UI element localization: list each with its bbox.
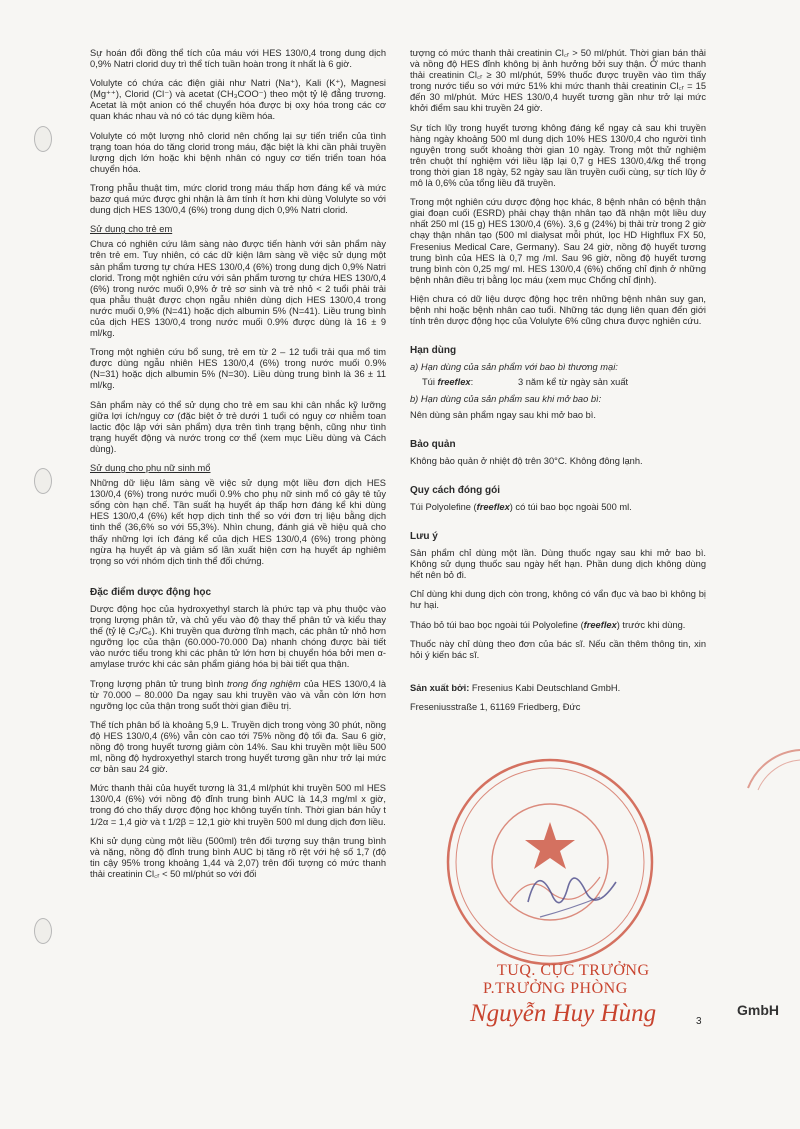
text: Trọng lượng phân tử trung bình — [90, 678, 227, 689]
paragraph: Volulyte có một lượng nhỏ clorid nên chống lại sự tiến triển của tình trạng toan hóa do tăng clorid trong máu, đặc biệt là khi cần phải truyền lượng dịch lớn hoặc khi bệnh nhân có nguy cơ tiến triển toan hóa chuyển hóa. — [90, 130, 386, 174]
corner-text: GmbH — [737, 1002, 779, 1018]
subheading-caesarean: Sử dụng cho phụ nữ sinh mổ — [90, 463, 211, 473]
text: Túi Polyolefine ( — [410, 501, 477, 512]
page-number: 3 — [696, 1016, 702, 1027]
text: ) có túi bao bọc ngoài 500 ml. — [509, 501, 632, 512]
paragraph — [90, 679, 386, 712]
paragraph: Dược động học của hydroxyethyl starch là phức tạp và phụ thuộc vào trọng lượng phân tử, và chủ yếu vào độ thay thế phân tử và kiểu thay thế (tỷ lệ C₂/C₆). Khi truyền qua đường tĩnh mạch, các phân tử nhỏ hơn ngưỡng lọc của thận (60.000-70.000 Da) nhanh chóng được bài tiết vào nước tiểu trong khi các phân tử lớn hơn bị chuyển hóa bởi men α-amylase trước khi các sản phẩm giáng hóa bị bài tiết qua thận. — [90, 603, 386, 670]
right-column — [410, 48, 706, 721]
text: của HES 130/0,4 là từ 70.000 – 80.000 Da ngay sau khi truyền vào và vẫn còn lớn hơn ngưỡng lọc của thận trong suốt thời gian điều trị. — [90, 678, 386, 711]
paragraph: Khi sử dụng cùng một liều (500ml) trên đối tượng suy thận trung bình và nặng, nồng độ đỉnh trung bình AUC bị tăng rõ rệt với hệ số 1,7 (độ tin cậy 95% trong khoảng 1,44 và 2,07) trên đối tượng có mức thanh thải creatinin Cl꜀ᵣ < 50 ml/phút so với đối — [90, 835, 386, 879]
official-seal — [440, 752, 660, 972]
punch-hole-middle — [34, 468, 52, 494]
stamp-signer-name: Nguyễn Huy Hùng — [470, 1000, 657, 1027]
punch-hole-top — [34, 126, 52, 152]
section-heading-packaging: Quy cách đóng gói — [410, 484, 501, 496]
manufacturer-name: Fresenius Kabi Deutschland GmbH. — [469, 682, 621, 693]
brand-text: freeflex — [583, 619, 617, 630]
brand-text: freeflex — [476, 501, 510, 512]
shelf-life-b-value: Nên dùng sản phẩm ngay sau khi mở bao bì. — [410, 409, 596, 420]
manufacturer-address: Freseniusstraße 1, 61169 Friedberg, Đức — [410, 701, 581, 712]
paragraph: Sản phẩm này có thể sử dụng cho trẻ em sau khi cân nhắc kỹ lưỡng giữa lợi ích/nguy cơ (đặc biệt ở trẻ dưới 1 tuổi có nguy cơ nhiễm toan lactic độc lập với sản phẩm) dựa trên tình trạng bệnh, cũng như tình trạng huyết động và nước trong cơ thể (xem mục Liều dùng và Cách dùng). — [90, 399, 386, 454]
stamp-title-line2: P.TRƯỞNG PHÒNG — [483, 980, 628, 997]
shelf-life-row — [422, 377, 706, 388]
punch-hole-bottom — [34, 918, 52, 944]
manufacturer — [410, 683, 706, 694]
partial-stamp-edge — [740, 748, 800, 828]
text: : — [470, 377, 474, 388]
section-heading-storage: Bảo quản — [410, 438, 456, 450]
paragraph: Trong phẫu thuật tim, mức clorid trong máu thấp hơn đáng kể và mức bazơ quá mức được ghi nhận là âm tính ít hơn khi dùng Volulyte so với dung dịch HES 130/0,4 (6%) trong dung dịch 0,9% Natri clorid. — [90, 182, 386, 216]
shelf-life-b: b) Hạn dùng của sản phẩm sau khi mở bao bì: — [410, 394, 602, 405]
italic-text: trong ống nghiệm — [226, 678, 301, 689]
storage-text: Không bảo quản ở nhiệt độ trên 30°C. Không đông lạnh. — [410, 455, 643, 466]
section-heading-notes: Lưu ý — [410, 531, 438, 542]
paragraph: Sự hoán đổi đồng thể tích của máu với HES 130/0,4 trong dung dịch 0,9% Natri clorid duy trì thể tích tuần hoàn trong ít nhất là 6 giờ. — [90, 48, 386, 70]
paragraph: Hiện chưa có dữ liệu dược động học trên những bệnh nhân suy gan, bệnh nhi hoặc bệnh nhân cao tuổi. Những tác dụng liên quan đến giới tính trên dược động học của Volulyte 6% cũng chưa được nghiên cứu. — [410, 293, 706, 327]
shelf-life-value: 3 năm kể từ ngày sản xuất — [518, 377, 629, 388]
paragraph: Sự tích lũy trong huyết tương không đáng kể ngay cả sau khi truyền hàng ngày khoảng 500 ml dung dịch 10% HES 130/0,4 cho người tình nguyện trong suốt khoảng thời gian 10 ngày. Trong một thử nghiệm trên chuột thí nghiệm với liều lặp lại 0,7 g HES 130/0,4/kg thể trọng trong thời gian 18 ngày, 52 ngày sau lần truyền cuối cùng, sự tích lũy ở mô là 0,6% của tổng liều đã truyền. — [410, 122, 706, 189]
packaging-text — [410, 502, 706, 513]
paragraph: Thể tích phân bố là khoảng 5,9 L. Truyền dịch trong vòng 30 phút, nồng độ HES 130/0,4 (6%) vẫn còn cao tới 75% nồng độ tối đa. Sau 6 giờ, nồng độ trong huyết tương giảm còn 14%. Sau khi truyền một liều 500 ml, nồng độ hydroxyethyl starch trong huyết tương gần như trở lại mức cơ bản sau 24 giờ. — [90, 719, 386, 775]
paragraph: Volulyte có chứa các điện giải như Natri (Na⁺), Kali (K⁺), Magnesi (Mg⁺⁺), Clorid (Cl⁻) và acetat (CH₃COO⁻) theo một tỷ lệ đẳng trương. Acetat là một anion có thể chuyển hóa được bị oxy hóa trong các cơ quan khác nhau và nó có tác dụng kiềm hóa. — [90, 78, 386, 122]
brand-text: freeflex — [437, 377, 471, 388]
left-column — [90, 48, 386, 888]
text: Túi — [422, 377, 438, 388]
note: Chỉ dùng khi dung dịch còn trong, không có vẩn đục và bao bì không bị hư hại. — [410, 589, 706, 611]
paragraph: Trong một nghiên cứu bổ sung, trẻ em từ 2 – 12 tuổi trải qua mổ tim được dùng ngẫu nhiên HES 130/0,4 (6%) trong nước muối 0.9% (N=31) hoặc dịch albumin 5% (N=30). Liều dùng trung bình là 36 ± 11 ml/kg. — [90, 347, 386, 391]
note: Sản phẩm chỉ dùng một lần. Dùng thuốc ngay sau khi mở bao bì. Không sử dụng thuốc sau ngày hết hạn. Phần dung dịch không dùng hết nên bỏ đi. — [410, 548, 706, 581]
subheading-children: Sử dụng cho trẻ em — [90, 224, 173, 235]
shelf-life-a: a) Hạn dùng của sản phẩm với bao bì thương mại: — [410, 362, 618, 373]
note — [410, 620, 706, 631]
manufacturer-label: Sản xuất bởi: — [410, 682, 470, 693]
note: Thuốc này chỉ dùng theo đơn của bác sĩ. Nếu cần thêm thông tin, xin hỏi ý kiến bác sĩ. — [410, 638, 706, 660]
paragraph: Những dữ liệu lâm sàng về việc sử dụng một liều đơn dịch HES 130/0,4 (6%) trong nước muối 0.9% cho phụ nữ sinh mổ có gây tê tủy sống còn hạn chế. Tần suất hạ huyết áp thấp hơn đáng kể khi dùng HES 130/0,4 (6%) kết hợp dịch tinh thể so với đơn trị liệu bằng dịch tinh thể (36,6% so với 55,3%). Nhìn chung, đánh giá về hiệu quả cho thấy những lợi ích đáng kể của dịch HES 130/0,4 (6%) trong phòng ngừa hạ huyết áp và giảm số lần xuất hiện cơn hạ huyết áp nghiêm trọng so với nhóm dịch tinh thể đối chứng. — [90, 478, 386, 566]
section-heading-pharmacokinetics: Đặc điểm dược động học — [90, 586, 212, 598]
paragraph: tượng có mức thanh thải creatinin Cl꜀ᵣ > 50 ml/phút. Thời gian bán thải và nồng độ HES đỉnh không bị ảnh hưởng bởi suy thận. Ở mức thanh thải creatinin Cl꜀ᵣ ≥ 30 ml/phút, 59% thuốc được truyền vào tìm thấy trong nước tiểu so với mức 51% khi mức thanh thải creatinin Cl꜀ᵣ = 15 đến 30 ml/phút. Mức HES 130/0,4 huyết tương gần như trở lại mức khởi điểm sau khi truyền 24 giờ. — [410, 48, 706, 114]
text: ) trước khi dùng. — [616, 619, 686, 630]
shelf-life-key — [422, 377, 518, 388]
paragraph: Chưa có nghiên cứu lâm sàng nào được tiến hành với sản phẩm này trên trẻ em. Tuy nhiên, có các dữ kiện lâm sàng về việc sử dụng một sản phẩm tương tự chứa HES 130/0,4 (6%) trong dung dịch 0,9% Natri clorid. Trong một nghiên cứu với sản phẩm tương tự chứa HES 130/0,4 (6%) trong nước muối 0,9% ở trẻ sơ sinh và trẻ nhỏ < 2 tuổi phải trải qua phẫu thuật được chọn ngẫu nhiên dùng dịch HES 130/0,4 trong nước muối 0,9% (N=41) hoặc dịch albumin 5% (N=41). Liều trung bình của dịch HES 130/0,4 trong nước muối 0.9% được dùng là 16 ± 9 ml/kg. — [90, 239, 386, 339]
text: Tháo bỏ túi bao bọc ngoài túi Polyolefine ( — [410, 619, 584, 630]
stamp-title-line1: TUQ. CỤC TRƯỞNG — [497, 962, 650, 979]
section-heading-shelf-life: Hạn dùng — [410, 345, 457, 357]
paragraph: Trong một nghiên cứu dược động học khác, 8 bệnh nhân có bệnh thận giai đoạn cuối (ESRD) phải chạy thận nhân tạo đã nhận một liều duy nhất 250 ml (15 g) HES 130/0,4 (6%). 3,6 g (24%) bị thải trừ trong 2 giờ chạy thận nhân tạo (500 ml dialysat mỗi phút, lọc HD Highflux FX 50, Fresenius Medical Care, Germany). Sau 24 giờ, nồng độ huyết tương trung bình của HES là 0,7 mg /ml. Sau 96 giờ, nồng độ huyết tương trung bình còn 0,25 mg/ ml. HES 130/0,4 (6%) chống chỉ định ở những bệnh nhân điều trị bằng lọc máu (xem mục Chống chỉ định). — [410, 197, 706, 285]
paragraph: Mức thanh thải của huyết tương là 31,4 ml/phút khi truyền 500 ml HES 130/0,4 (6%) với nồng độ đỉnh trung bình AUC là 14,3 mg/ml x giờ, trong đó cho thấy dược động học không tuyến tính. Thời gian bán hủy t 1/2α = 1,4 giờ và t 1/2β = 12,1 giờ khi truyền 500 ml dung dịch đơn liều. — [90, 783, 386, 827]
